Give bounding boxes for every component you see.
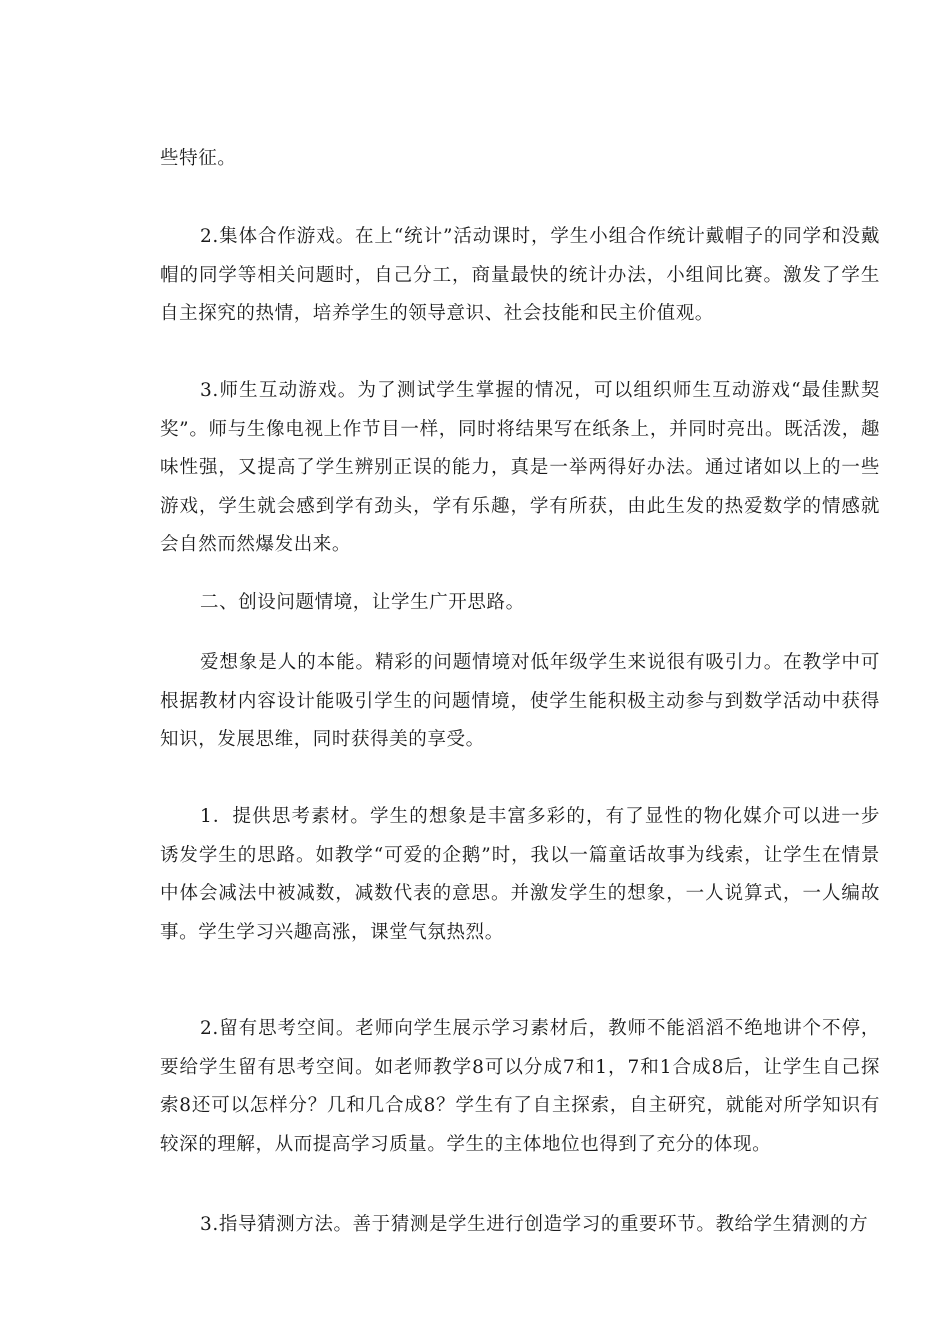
paragraph-teacher-student-game: 3.师生互动游戏。为了测试学生掌握的情况，可以组织师生互动游戏“最佳默契奖”。师与生像电视上作节目一样，同时将结果写在纸条上，并同时亮出。既活泼，趣味性强，又提高了学生辨别正误的能力，真是一举两得好办法。通过诸如以上的一些游戏，学生就会感到学有劲头，学有乐趣，学有所获，由此生发的热爱数学的情感就会自然而然爆发出来。 [160, 380, 880, 555]
paragraph-imagination: 爱想象是人的本能。精彩的问题情境对低年级学生来说很有吸引力。在教学中可根据教材内容设计能吸引学生的问题情境，使学生能积极主动参与到数学活动中获得知识，发展思维，同时获得美的享受。 [160, 652, 880, 750]
paragraph-guessing-method: 3.指导猜测方法。善于猜测是学生进行创造学习的重要环节。教给学生猜测的方 [200, 1214, 869, 1235]
section-heading-problem-situation: 二、创设问题情境，让学生广开思路。 [200, 592, 525, 613]
paragraph-continuation: 些特征。 [160, 148, 237, 169]
paragraph-thinking-space: 2.留有思考空间。老师向学生展示学习素材后，教师不能滔滔不绝地讲个不停，要给学生留有思考空间。如老师教学8可以分成7和1，7和1合成8后，让学生自己探索8还可以怎样分？几和几合成8？学生有了自主探索，自主研究，就能对所学知识有较深的理解，从而提高学习质量。学生的主体地位也得到了充分的体现。 [160, 1018, 880, 1155]
paragraph-thinking-material: 1．提供思考素材。学生的想象是丰富多彩的，有了显性的物化媒介可以进一步诱发学生的思路。如教学“可爱的企鹅”时，我以一篇童话故事为线索，让学生在情景中体会减法中被减数，减数代表的意思。并激发学生的想象，一人说算式，一人编故事。学生学习兴趣高涨，课堂气氛热烈。 [160, 806, 880, 943]
paragraph-group-game: 2.集体合作游戏。在上“统计”活动课时，学生小组合作统计戴帽子的同学和没戴帽的同学等相关问题时，自己分工，商量最快的统计办法，小组间比赛。激发了学生自主探究的热情，培养学生的领导意识、社会技能和民主价值观。 [160, 226, 880, 324]
